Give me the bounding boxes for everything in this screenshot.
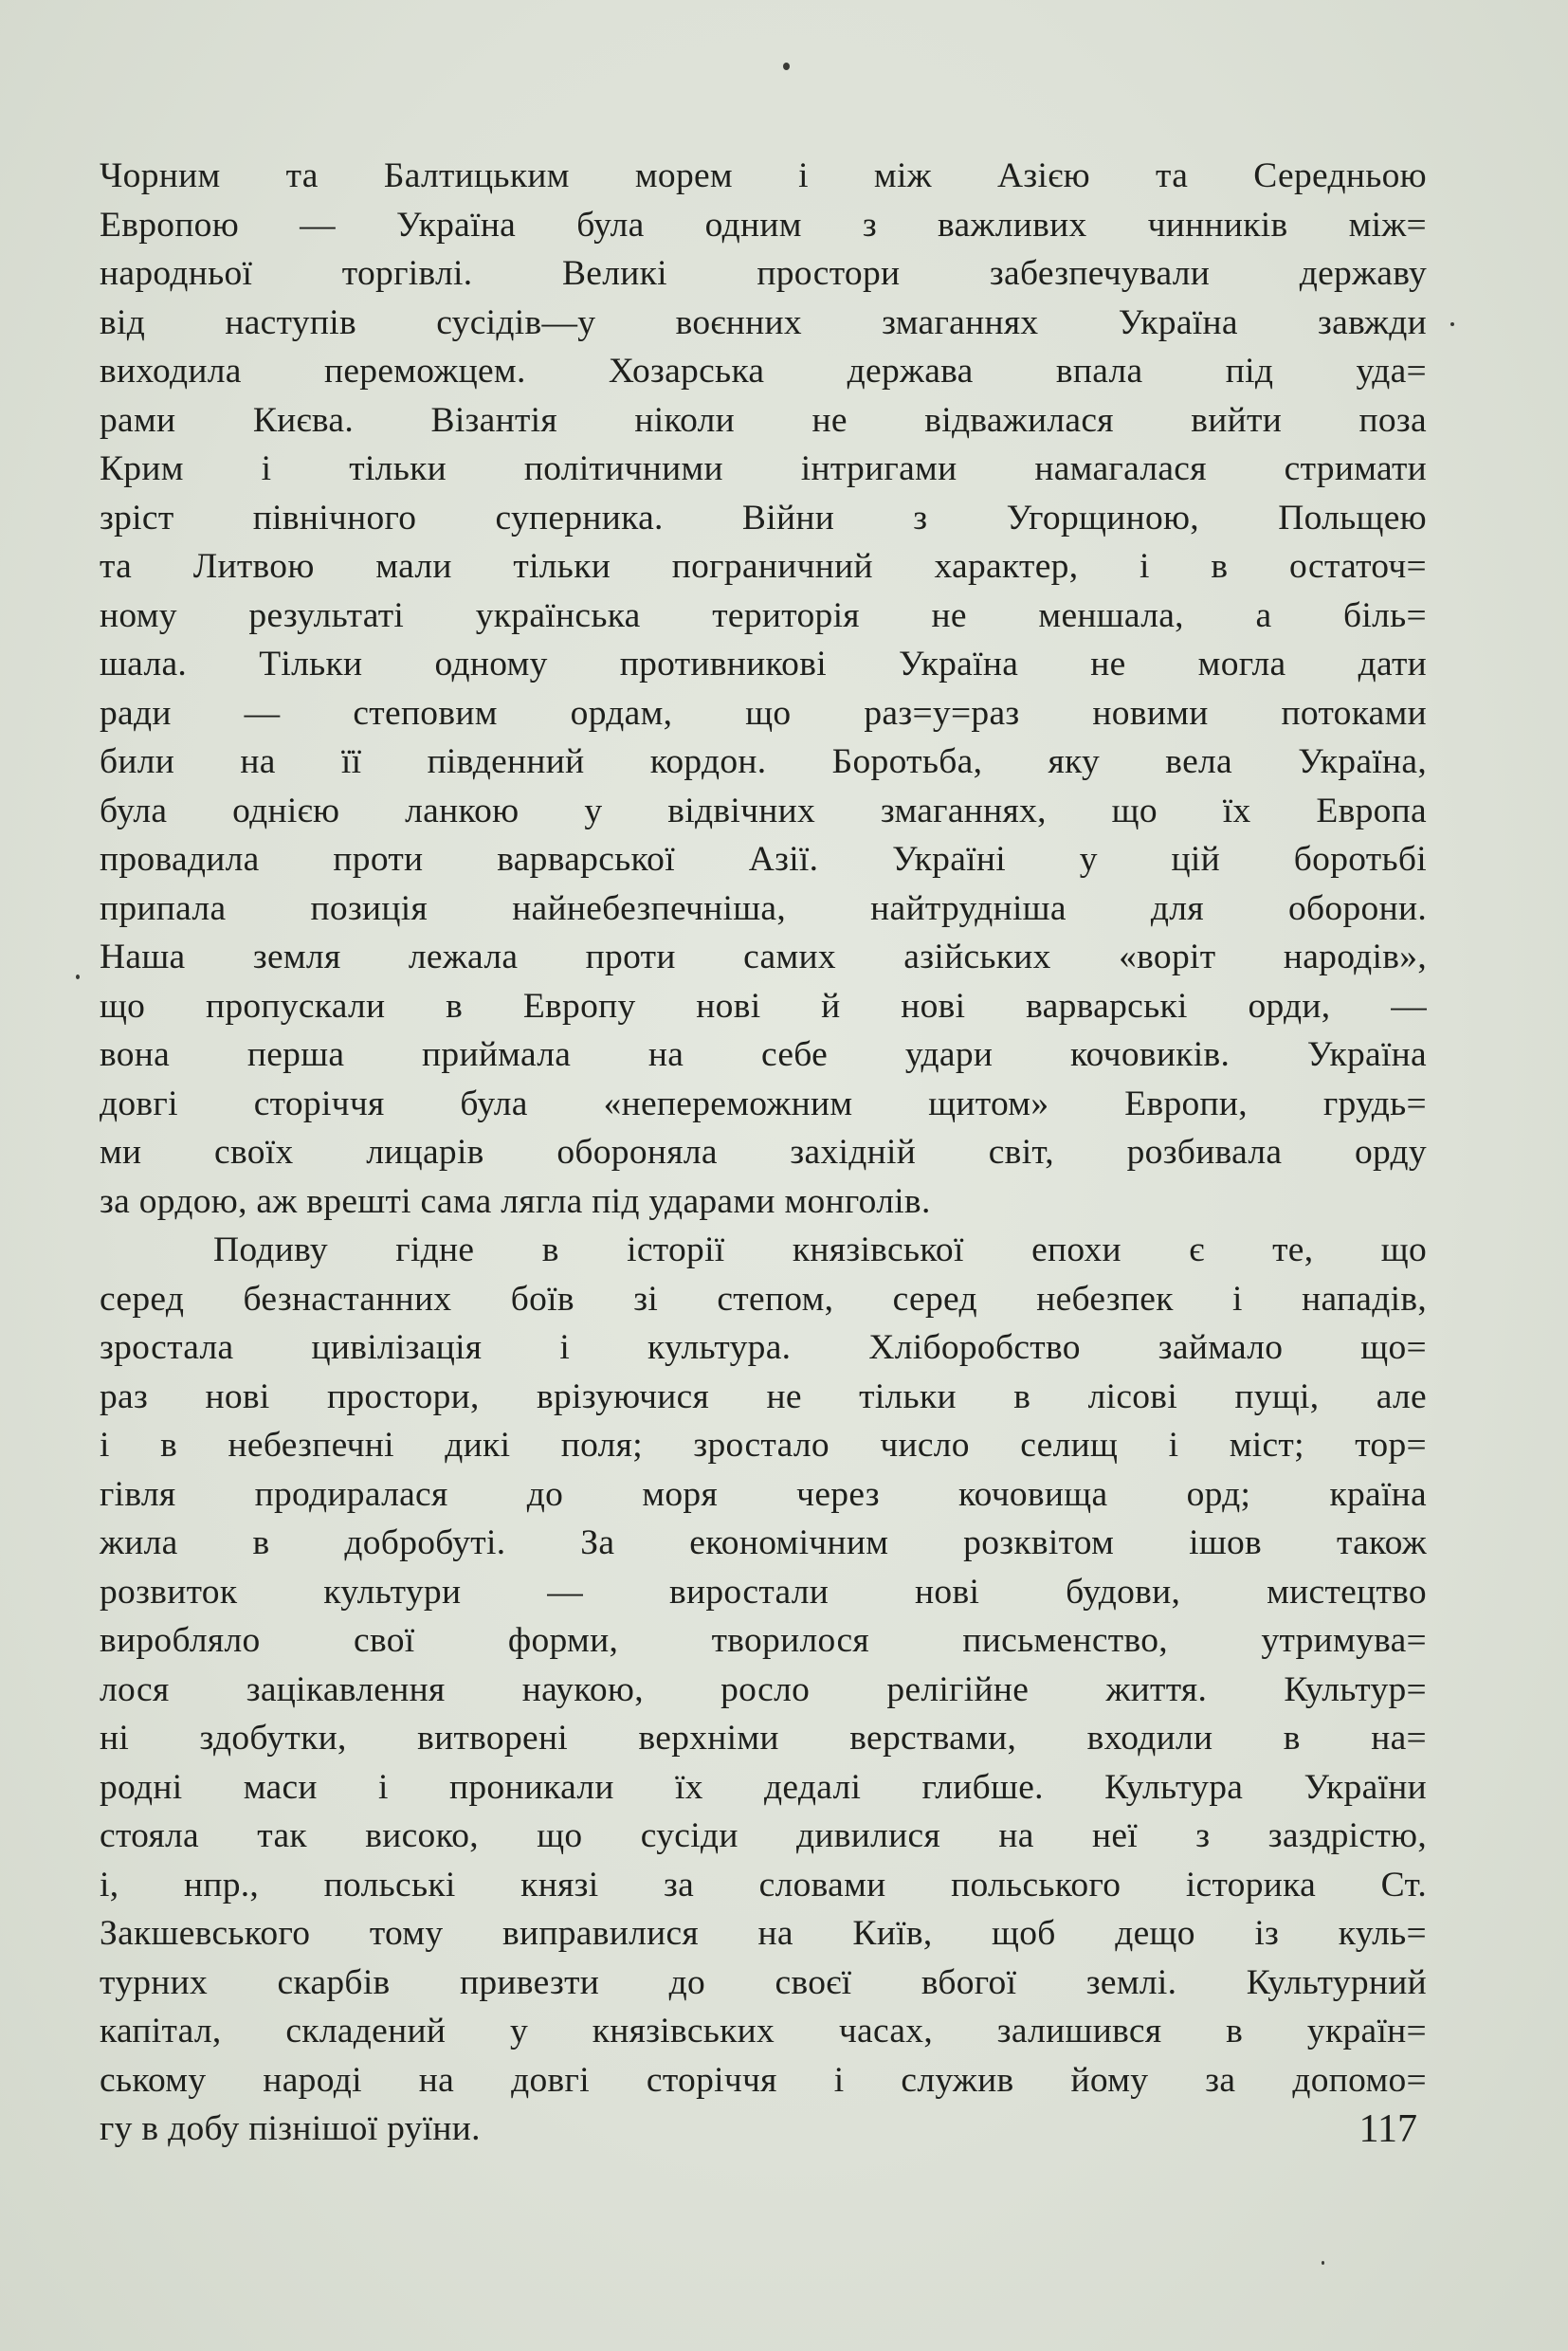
text-line: Европою — Україна була одним з важливих чинників між= bbox=[100, 205, 1427, 245]
text-line: та Литвою мали тільки пограничний характер, і в остаточ= bbox=[100, 547, 1427, 586]
text-line: вона перша приймала на себе удари кочовиків. Україна bbox=[100, 1035, 1427, 1074]
text-line: виходила переможцем. Хозарська держава впала під уда= bbox=[100, 352, 1427, 391]
text-line: Наша земля лежала проти самих азійських «воріт народів», bbox=[100, 938, 1427, 976]
text-line: Чорним та Балтицьким морем і між Азією та Середньою bbox=[100, 156, 1427, 195]
text-line: розвиток культури — виростали нові будови, мистецтво bbox=[100, 1572, 1427, 1612]
text-line: і, нпр., польські князі за словами польського історика Ст. bbox=[100, 1865, 1427, 1904]
text-line: ському народі на довгі сторіччя і служив йому за допомо= bbox=[100, 2060, 1427, 2100]
text-line: за ордою, аж врешті сама лягла під ударами монголів. bbox=[100, 1181, 931, 1221]
text-line: ному результаті українська територія не меншала, а біль= bbox=[100, 595, 1427, 635]
text-line: зріст північного суперника. Війни з Угорщиною, Польщею bbox=[100, 498, 1427, 538]
print-speck bbox=[1450, 322, 1454, 326]
text-line: Подиву гідне в історії князівської епохи є те, що bbox=[213, 1230, 1427, 1269]
page-number: 117 bbox=[1358, 2107, 1417, 2151]
text-line: народньої торгівлі. Великі простори забезпечували державу bbox=[100, 254, 1427, 293]
text-line: били на її південний кордон. Боротьба, яку вела Україна, bbox=[100, 742, 1427, 781]
text-line: від наступів сусідів—у воєнних змаганнях Україна завжди bbox=[100, 302, 1427, 342]
text-line: рами Києва. Візантія ніколи не відважилася вийти поза bbox=[100, 400, 1427, 440]
print-speck bbox=[783, 63, 790, 70]
text-line: Крим і тільки політичними інтригами намагалася стримати bbox=[100, 449, 1427, 488]
print-speck bbox=[76, 975, 80, 979]
text-line: родні маси і проникали їх дедалі глибше. Культура України bbox=[100, 1767, 1427, 1807]
text-line: стояла так високо, що сусіди дивилися на неї з заздрістю, bbox=[100, 1816, 1427, 1855]
text-line: жила в добробуті. За економічним розквітом ішов також bbox=[100, 1523, 1427, 1562]
text-line: турних скарбів привезти до своєї вбогої землі. Культурний bbox=[100, 1962, 1427, 2002]
text-line: ради — степовим ордам, що раз=у=раз новими потоками bbox=[100, 693, 1427, 733]
text-line: шала. Тільки одному противникові Україна не могла дати bbox=[100, 645, 1427, 683]
text-line: зростала цивілізація і культура. Хліборобство займало що= bbox=[100, 1328, 1427, 1367]
text-line: ми своїх лицарів обороняла західній світ, розбивала орду bbox=[100, 1133, 1427, 1172]
text-line: і в небезпечні дикі поля; зростало число селищ і міст; тор= bbox=[100, 1426, 1427, 1465]
text-line: що пропускали в Европу нові й нові варварські орди, — bbox=[100, 986, 1427, 1026]
print-speck bbox=[1322, 2261, 1324, 2265]
text-line: капітал, складений у князівських часах, залишився в україн= bbox=[100, 2012, 1427, 2050]
text-line: виробляло свої форми, творилося письменство, утримува= bbox=[100, 1621, 1427, 1660]
paragraph bbox=[100, 1226, 1427, 2154]
text-line: гу в добу пізнішої руїни. bbox=[100, 2109, 481, 2148]
text-line: ні здобутки, витворені верхніми верствами, входили в на= bbox=[100, 1719, 1427, 1758]
text-line: раз нові простори, врізуючися не тільки в лісові пущі, але bbox=[100, 1376, 1427, 1416]
text-line: гівля продиралася до моря через кочовища орд; країна bbox=[100, 1474, 1427, 1514]
text-line: провадила проти варварської Азії. Україні у цій боротьбі bbox=[100, 840, 1427, 879]
paragraph bbox=[100, 152, 1427, 1226]
text-line: припала позиція найнебезпечніша, найтрудніша для оборони. bbox=[100, 888, 1427, 928]
text-line: була однією ланкою у відвічних змаганнях, що їх Европа bbox=[100, 791, 1427, 830]
text-line: серед безнастанних боїв зі степом, серед небезпек і нападів, bbox=[100, 1279, 1427, 1319]
text-line: Закшевського тому виправилися на Київ, щоб дещо із куль= bbox=[100, 1914, 1427, 1953]
text-line: лося зацікавлення наукою, росло релігійне життя. Культур= bbox=[100, 1669, 1427, 1709]
text-line: довгі сторіччя була «непереможним щитом» Европи, грудь= bbox=[100, 1084, 1427, 1123]
body-text bbox=[100, 152, 1427, 2154]
